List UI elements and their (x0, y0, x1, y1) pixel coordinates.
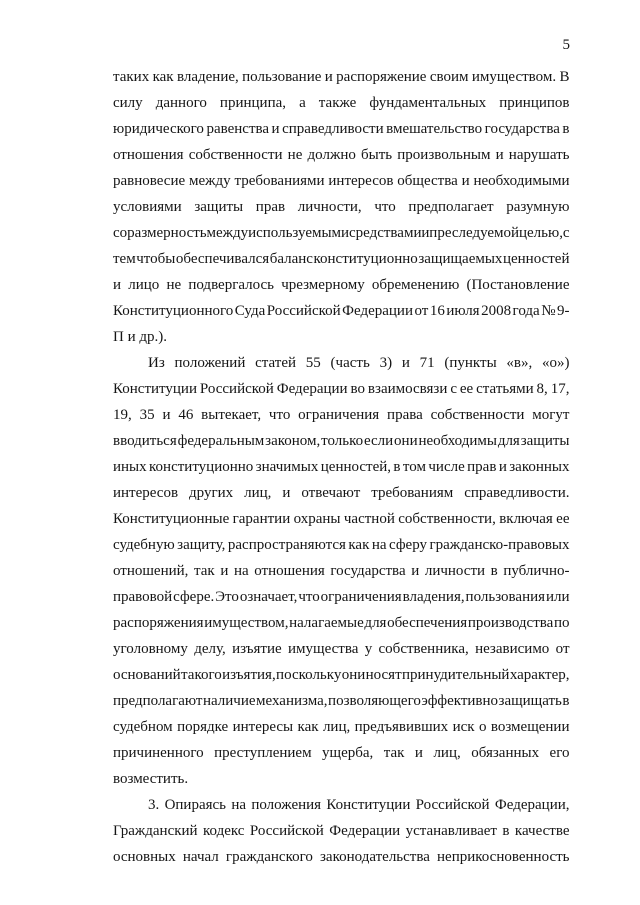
text-line: силу данного принципа, а также фундаментальных принципов (113, 95, 570, 111)
text-line: уголовному делу, изъятие имущества у собственника, независимо от (113, 641, 570, 657)
text-line: условиями защиты прав личности, что предполагает разумную (113, 199, 570, 215)
text-line: оснований такого изъятия, поскольку они носят принудительный характер, (113, 667, 570, 683)
text-line: причиненного преступлением ущерба, так и лиц, обязанных его (113, 745, 570, 761)
text-line: Гражданский кодекс Российской Федерации устанавливает в качестве (113, 823, 570, 839)
paragraph (113, 792, 570, 870)
text-line: П и др.). (113, 329, 167, 345)
text-line: судебном порядке интересы как лиц, предъявивших иск о возмещении (113, 719, 570, 735)
paragraph (113, 350, 570, 792)
text-line: Конституционного Суда Российской Федерации от 16 июля 2008 года № 9- (113, 303, 570, 319)
page-number: 5 (562, 37, 570, 53)
text-line: распоряжения имуществом, налагаемые для обеспечения производства по (113, 615, 570, 631)
text-line: 19, 35 и 46 вытекает, что ограничения права собственности могут (113, 407, 570, 423)
document-body (113, 64, 570, 870)
text-line: возместить. (113, 771, 189, 787)
text-line: Из положений статей 55 (часть 3) и 71 (пункты «в», «о») (148, 355, 570, 371)
text-line: отношений, так и на отношения государства и личности в публично- (113, 563, 570, 579)
text-line: интересов других лиц, и отвечают требованиям справедливости. (113, 485, 570, 501)
text-line: Конституционные гарантии охраны частной собственности, включая ее (113, 511, 570, 527)
text-line: судебную защиту, распространяются как на сферу гражданско-правовых (113, 537, 570, 553)
text-line: тем чтобы обеспечивался баланс конституционно защищаемых ценностей (113, 251, 570, 267)
text-line: таких как владение, пользование и распоряжение своим имуществом. В (113, 69, 570, 85)
text-line: 3. Опираясь на положения Конституции Российской Федерации, (148, 797, 570, 813)
text-line: отношения собственности не должно быть произвольным и нарушать (113, 147, 570, 163)
paragraph-continued (113, 64, 570, 350)
text-line: предполагают наличие механизма, позволяющего эффективно защищать в (113, 693, 570, 709)
text-line: равновесие между требованиями интересов общества и необходимыми (113, 173, 570, 189)
text-line: соразмерность между используемыми средствами и преследуемой целью, с (113, 225, 570, 241)
text-line: юридического равенства и справедливости вмешательство государства в (113, 121, 570, 137)
text-line: правовой сфере. Это означает, что ограничения владения, пользования или (113, 589, 570, 605)
text-line: основных начал гражданского законодательства неприкосновенность (113, 849, 570, 865)
text-line: и лицо не подвергалось чрезмерному обременению (Постановление (113, 277, 570, 293)
text-line: вводиться федеральным законом, только если они необходимы для защиты (113, 433, 570, 449)
text-line: иных конституционно значимых ценностей, в том числе прав и законных (113, 459, 570, 475)
text-line: Конституции Российской Федерации во взаимосвязи с ее статьями 8, 17, (113, 381, 570, 397)
